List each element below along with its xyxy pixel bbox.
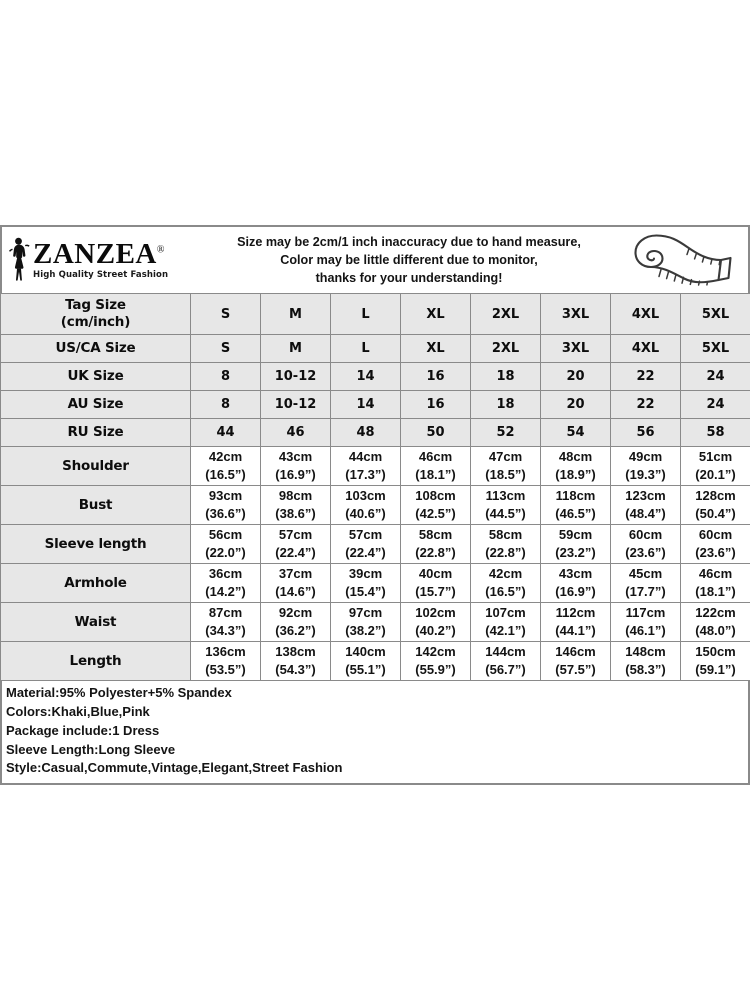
- cell-ru-size-l: 48: [331, 419, 401, 447]
- value-inch: (42.5”): [415, 506, 456, 521]
- cell-tag-size-m: M: [261, 294, 331, 335]
- value-cm: 42cm: [488, 566, 523, 582]
- table-row: [1, 525, 750, 564]
- cell-ru-size-3xl: 54: [541, 419, 611, 447]
- value-inch: (44.1”): [555, 623, 596, 638]
- cell-uk-size-3xl: 20: [541, 363, 611, 391]
- woman-silhouette-icon: [6, 235, 32, 286]
- cell-uk-size-m: 10-12: [261, 363, 331, 391]
- value-inch: (48.0”): [695, 623, 736, 638]
- cell-bust-l: [331, 486, 401, 525]
- detail-package-include: Package include:1 Dress: [6, 722, 160, 738]
- row-label-sleeve-length: Sleeve length: [1, 525, 191, 564]
- value-cm: 46cm: [698, 566, 733, 582]
- table-row: [1, 363, 750, 391]
- cell-au-size-xl: 16: [401, 391, 471, 419]
- cell-bust-3xl: [541, 486, 611, 525]
- chart-header: [0, 225, 750, 293]
- cell-shoulder-m: [261, 447, 331, 486]
- value-inch: (22.8”): [485, 545, 526, 560]
- value-inch: (44.5”): [485, 506, 526, 521]
- value-cm: 45cm: [628, 566, 663, 582]
- value-inch: (59.1”): [695, 662, 736, 677]
- value-cm: 44cm: [348, 449, 383, 465]
- value-cm: 46cm: [418, 449, 453, 465]
- detail-sleeve-length: Sleeve Length:Long Sleeve: [6, 741, 176, 757]
- value-cm: 112cm: [555, 605, 596, 621]
- cell-ru-size-xl: 50: [401, 419, 471, 447]
- value-cm: 113cm: [485, 488, 526, 504]
- value-cm: 37cm: [278, 566, 313, 582]
- cell-sleeve-length-2xl: [471, 525, 541, 564]
- value-cm: 103cm: [345, 488, 386, 504]
- value-inch: (16.9”): [555, 584, 596, 599]
- disclaimer-line-3: thanks for your understanding!: [315, 271, 503, 286]
- cell-waist-5xl: [681, 603, 750, 642]
- value-inch: (20.1”): [695, 467, 736, 482]
- measurement-disclaimer: [192, 233, 616, 288]
- row-label-text: Tag Size: [65, 297, 126, 314]
- value-cm: 36cm: [208, 566, 243, 582]
- cell-bust-m: [261, 486, 331, 525]
- cell-bust-s: [191, 486, 261, 525]
- value-cm: 118cm: [555, 488, 596, 504]
- value-inch: (17.3”): [345, 467, 386, 482]
- value-cm: 40cm: [418, 566, 453, 582]
- cell-waist-2xl: [471, 603, 541, 642]
- cell-length-2xl: [471, 642, 541, 681]
- value-cm: 136cm: [205, 644, 246, 660]
- table-row: [1, 603, 750, 642]
- cell-uk-size-5xl: 24: [681, 363, 750, 391]
- detail-colors: Colors:Khaki,Blue,Pink: [6, 703, 150, 719]
- cell-au-size-4xl: 22: [611, 391, 681, 419]
- cell-au-size-5xl: 24: [681, 391, 750, 419]
- cell-waist-s: [191, 603, 261, 642]
- value-inch: (18.5”): [485, 467, 526, 482]
- value-inch: (18.9”): [555, 467, 596, 482]
- value-inch: (38.6”): [275, 506, 316, 521]
- cell-bust-xl: [401, 486, 471, 525]
- cell-sleeve-length-l: [331, 525, 401, 564]
- cell-ru-size-4xl: 56: [611, 419, 681, 447]
- value-inch: (36.2”): [275, 623, 316, 638]
- cell-length-l: [331, 642, 401, 681]
- table-row: [1, 486, 750, 525]
- value-inch: (46.1”): [625, 623, 666, 638]
- cell-au-size-3xl: 20: [541, 391, 611, 419]
- cell-armhole-m: [261, 564, 331, 603]
- cell-uk-size-4xl: 22: [611, 363, 681, 391]
- value-inch: (19.3”): [625, 467, 666, 482]
- cell-length-3xl: [541, 642, 611, 681]
- row-label-uk-size: UK Size: [1, 363, 191, 391]
- cell-armhole-4xl: [611, 564, 681, 603]
- registered-mark-icon: ®: [156, 244, 165, 256]
- cell-us-ca-size-4xl: 4XL: [611, 335, 681, 363]
- row-label-bust: Bust: [1, 486, 191, 525]
- value-inch: (55.9”): [415, 662, 456, 677]
- brand-name-text: ZANZEA: [33, 238, 157, 271]
- value-cm: 97cm: [348, 605, 383, 621]
- value-inch: (58.3”): [625, 662, 666, 677]
- cell-shoulder-5xl: [681, 447, 750, 486]
- value-inch: (56.7”): [485, 662, 526, 677]
- value-inch: (16.5”): [485, 584, 526, 599]
- cell-length-m: [261, 642, 331, 681]
- value-cm: 102cm: [415, 605, 456, 621]
- cell-waist-xl: [401, 603, 471, 642]
- cell-armhole-2xl: [471, 564, 541, 603]
- disclaimer-line-1: Size may be 2cm/1 inch inaccuracy due to hand measure,: [237, 234, 581, 249]
- cell-length-xl: [401, 642, 471, 681]
- cell-sleeve-length-5xl: [681, 525, 750, 564]
- cell-shoulder-l: [331, 447, 401, 486]
- value-inch: (22.4”): [275, 545, 316, 560]
- product-details: [0, 681, 750, 785]
- value-cm: 122cm: [695, 605, 736, 621]
- cell-au-size-2xl: 18: [471, 391, 541, 419]
- value-inch: (38.2”): [345, 623, 386, 638]
- value-inch: (17.7”): [625, 584, 666, 599]
- table-row: [1, 294, 750, 335]
- value-cm: 87cm: [208, 605, 243, 621]
- value-cm: 144cm: [485, 644, 526, 660]
- cell-tag-size-5xl: 5XL: [681, 294, 750, 335]
- value-cm: 93cm: [208, 488, 243, 504]
- cell-tag-size-3xl: 3XL: [541, 294, 611, 335]
- cell-uk-size-l: 14: [331, 363, 401, 391]
- table-row: [1, 642, 750, 681]
- value-inch: (50.4”): [695, 506, 736, 521]
- value-cm: 58cm: [488, 527, 523, 543]
- top-whitespace: [0, 0, 750, 225]
- cell-uk-size-xl: 16: [401, 363, 471, 391]
- measuring-tape-icon: [626, 230, 738, 291]
- value-inch: (16.9”): [275, 467, 316, 482]
- value-inch: (40.6”): [345, 506, 386, 521]
- cell-au-size-m: 10-12: [261, 391, 331, 419]
- value-cm: 39cm: [348, 566, 383, 582]
- value-cm: 56cm: [208, 527, 243, 543]
- detail-material: Material:95% Polyester+5% Spandex: [6, 685, 232, 700]
- cell-waist-3xl: [541, 603, 611, 642]
- value-cm: 59cm: [558, 527, 593, 543]
- table-row: [1, 447, 750, 486]
- value-inch: (42.1”): [485, 623, 526, 638]
- row-label-subtext: (cm/inch): [60, 314, 131, 330]
- cell-length-4xl: [611, 642, 681, 681]
- value-inch: (23.6”): [695, 545, 736, 560]
- value-cm: 49cm: [628, 449, 663, 465]
- cell-ru-size-s: 44: [191, 419, 261, 447]
- detail-style: Style:Casual,Commute,Vintage,Elegant,Street Fashion: [6, 760, 343, 776]
- cell-waist-m: [261, 603, 331, 642]
- value-cm: 128cm: [695, 488, 736, 504]
- cell-us-ca-size-s: S: [191, 335, 261, 363]
- value-inch: (18.1”): [695, 584, 736, 599]
- value-cm: 60cm: [698, 527, 733, 543]
- cell-bust-2xl: [471, 486, 541, 525]
- brand-name: [33, 240, 168, 269]
- value-cm: 148cm: [625, 644, 666, 660]
- row-label-shoulder: Shoulder: [1, 447, 191, 486]
- row-label-us-ca-size: US/CA Size: [1, 335, 191, 363]
- cell-tag-size-xl: XL: [401, 294, 471, 335]
- value-cm: 108cm: [415, 488, 456, 504]
- value-cm: 117cm: [625, 605, 666, 621]
- value-inch: (15.4”): [345, 584, 386, 599]
- value-inch: (23.2”): [555, 545, 596, 560]
- cell-waist-4xl: [611, 603, 681, 642]
- cell-us-ca-size-xl: XL: [401, 335, 471, 363]
- cell-shoulder-4xl: [611, 447, 681, 486]
- cell-shoulder-3xl: [541, 447, 611, 486]
- value-cm: 47cm: [488, 449, 523, 465]
- value-cm: 42cm: [208, 449, 243, 465]
- value-inch: (46.5”): [555, 506, 596, 521]
- value-inch: (36.6”): [205, 506, 246, 521]
- cell-armhole-3xl: [541, 564, 611, 603]
- value-cm: 58cm: [418, 527, 453, 543]
- cell-tag-size-4xl: 4XL: [611, 294, 681, 335]
- value-inch: (16.5”): [205, 467, 246, 482]
- value-cm: 150cm: [695, 644, 736, 660]
- cell-bust-4xl: [611, 486, 681, 525]
- cell-tag-size-l: L: [331, 294, 401, 335]
- value-cm: 123cm: [625, 488, 666, 504]
- value-cm: 48cm: [558, 449, 593, 465]
- cell-shoulder-2xl: [471, 447, 541, 486]
- size-chart-table: [0, 293, 750, 681]
- value-cm: 57cm: [278, 527, 313, 543]
- disclaimer-line-2: Color may be little different due to monitor,: [280, 252, 538, 267]
- value-cm: 138cm: [275, 644, 316, 660]
- value-inch: (40.2”): [415, 623, 456, 638]
- value-cm: 43cm: [558, 566, 593, 582]
- cell-armhole-xl: [401, 564, 471, 603]
- cell-armhole-5xl: [681, 564, 750, 603]
- brand-wordmark: [33, 240, 168, 280]
- cell-sleeve-length-4xl: [611, 525, 681, 564]
- value-inch: (22.4”): [345, 545, 386, 560]
- value-cm: 92cm: [278, 605, 313, 621]
- cell-tag-size-s: S: [191, 294, 261, 335]
- value-inch: (53.5”): [205, 662, 246, 677]
- value-cm: 60cm: [628, 527, 663, 543]
- table-row: [1, 335, 750, 363]
- row-label-waist: Waist: [1, 603, 191, 642]
- value-cm: 57cm: [348, 527, 383, 543]
- cell-sleeve-length-3xl: [541, 525, 611, 564]
- cell-au-size-l: 14: [331, 391, 401, 419]
- row-label-au-size: AU Size: [1, 391, 191, 419]
- value-inch: (54.3”): [275, 662, 316, 677]
- value-cm: 51cm: [698, 449, 733, 465]
- cell-armhole-s: [191, 564, 261, 603]
- value-inch: (22.0”): [205, 545, 246, 560]
- cell-waist-l: [331, 603, 401, 642]
- cell-tag-size-2xl: 2XL: [471, 294, 541, 335]
- cell-length-5xl: [681, 642, 750, 681]
- cell-us-ca-size-5xl: 5XL: [681, 335, 750, 363]
- cell-sleeve-length-m: [261, 525, 331, 564]
- cell-ru-size-m: 46: [261, 419, 331, 447]
- row-label-length: Length: [1, 642, 191, 681]
- cell-au-size-s: 8: [191, 391, 261, 419]
- row-label-ru-size: RU Size: [1, 419, 191, 447]
- value-inch: (14.2”): [205, 584, 246, 599]
- value-cm: 98cm: [278, 488, 313, 504]
- measuring-tape-illustration: [616, 227, 748, 293]
- value-inch: (34.3”): [205, 623, 246, 638]
- value-inch: (55.1”): [345, 662, 386, 677]
- value-inch: (48.4”): [625, 506, 666, 521]
- value-cm: 146cm: [555, 644, 596, 660]
- cell-sleeve-length-s: [191, 525, 261, 564]
- cell-us-ca-size-m: M: [261, 335, 331, 363]
- cell-us-ca-size-3xl: 3XL: [541, 335, 611, 363]
- value-inch: (22.8”): [415, 545, 456, 560]
- size-chart-body: [1, 294, 750, 681]
- value-cm: 142cm: [415, 644, 456, 660]
- value-inch: (57.5”): [555, 662, 596, 677]
- value-cm: 107cm: [485, 605, 526, 621]
- cell-armhole-l: [331, 564, 401, 603]
- value-inch: (18.1”): [415, 467, 456, 482]
- value-inch: (15.7”): [415, 584, 456, 599]
- cell-shoulder-xl: [401, 447, 471, 486]
- cell-ru-size-5xl: 58: [681, 419, 750, 447]
- cell-uk-size-s: 8: [191, 363, 261, 391]
- cell-us-ca-size-l: L: [331, 335, 401, 363]
- cell-uk-size-2xl: 18: [471, 363, 541, 391]
- brand-logo: [2, 227, 192, 293]
- table-row: [1, 391, 750, 419]
- table-row: [1, 419, 750, 447]
- cell-sleeve-length-xl: [401, 525, 471, 564]
- value-cm: 43cm: [278, 449, 313, 465]
- value-inch: (14.6”): [275, 584, 316, 599]
- cell-ru-size-2xl: 52: [471, 419, 541, 447]
- brand-tagline: High Quality Street Fashion: [33, 270, 169, 281]
- cell-length-s: [191, 642, 261, 681]
- value-inch: (23.6”): [625, 545, 666, 560]
- cell-bust-5xl: [681, 486, 750, 525]
- row-label-armhole: Armhole: [1, 564, 191, 603]
- cell-shoulder-s: [191, 447, 261, 486]
- table-row: [1, 564, 750, 603]
- cell-us-ca-size-2xl: 2XL: [471, 335, 541, 363]
- row-label-tag-size: [1, 294, 191, 335]
- value-cm: 140cm: [345, 644, 386, 660]
